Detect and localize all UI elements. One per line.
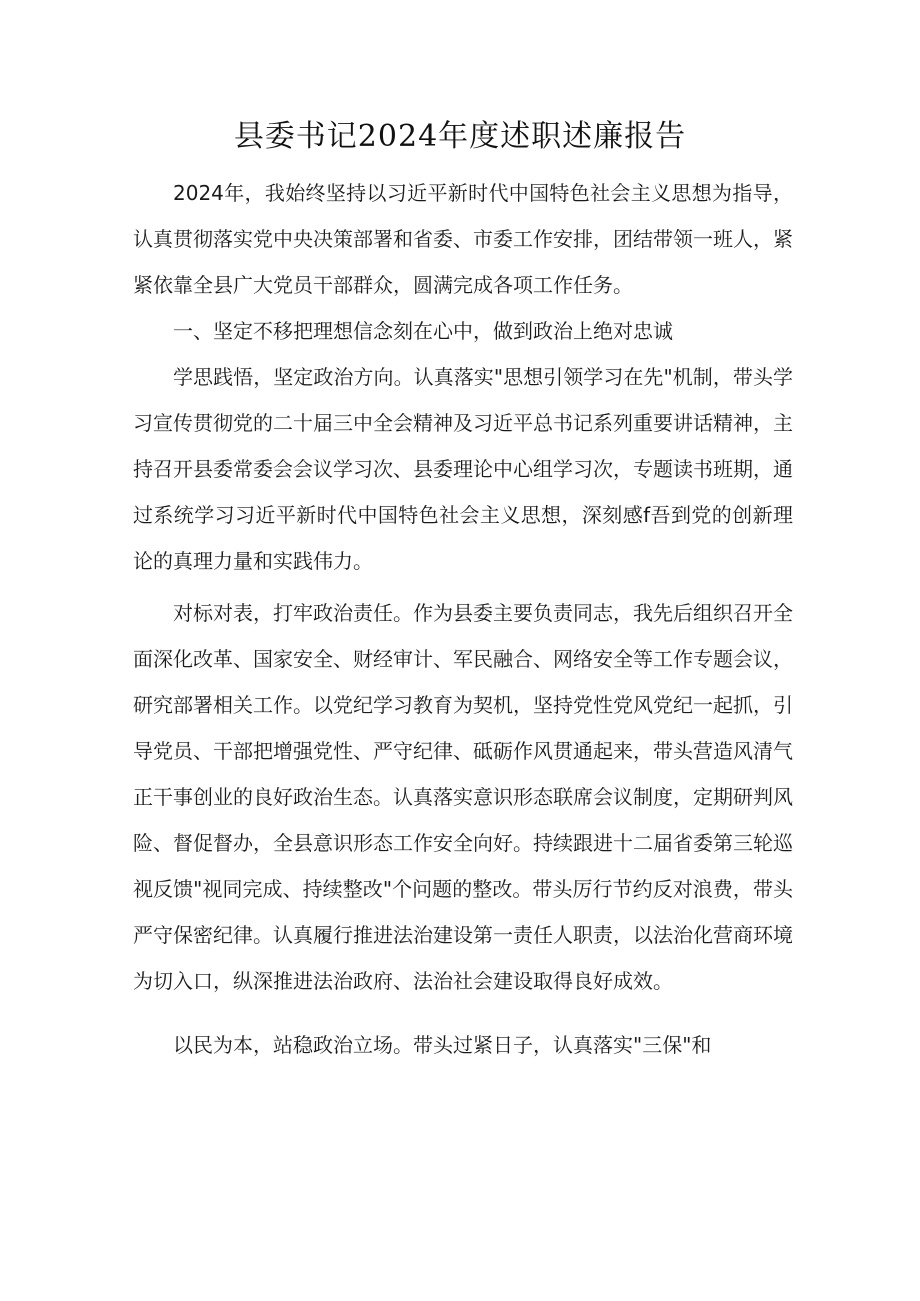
paragraph-political-responsibility: 对标对表，打牢政治责任。作为县委主要负责同志，我先后组织召开全面深化改革、国家安全、财经审计、军民融合、网络安全等工作专题会议，研究部署相关工作。以党纪学习教育为契机，坚持党性党风党纪一起抓，引导党员、干部把增强党性、严守纪律、砥砺作风贯通起来，带头营造风清气正干事创业的良好政治生态。认真落实意识形态联席会议制度，定期研判风险、督促督办，全县意识形态工作安全向好。持续跟进十二届省委第三轮巡视反馈"视同完成、持续整改"个问题的整改。带头厉行节约反对浪费，带头严守保密纪律。认真履行推进法治建设第一责任人职责，以法治化营商环境为切入口，纵深推进法治政府、法治社会建设取得良好成效。 [133,601,793,993]
paragraph-political-direction: 学思践悟，坚定政治方向。认真落实"思想引领学习在先"机制，带头学习宣传贯彻党的二十届三中全会精神及习近平总书记系列重要讲话精神，主持召开县委常委会会议学习次、县委理论中心组学习次，专题读书班期，通过系统学习习近平新时代中国特色社会主义思想，深刻感f吾到党的创新理论的真理力量和实践伟力。 [133,365,793,573]
section-heading-1: 一、坚定不移把理想信念刻在心中，做到政治上绝对忠诚 [173,319,673,343]
intro-paragraph: 2024年，我始终坚持以习近平新时代中国特色社会主义思想为指导，认真贯彻落实党中央决策部署和省委、市委工作安排，团结带领一班人，紧紧依靠全县广大党员干部群众，圆满完成各项工作任务。 [133,181,793,297]
paragraph-political-stance: 以民为本，站稳政治立场。带头过紧日子，认真落实"三保"和 [173,1033,712,1057]
page-title: 县委书记2024年度述职述廉报告 [233,119,687,154]
document-body [133,170,793,1068]
